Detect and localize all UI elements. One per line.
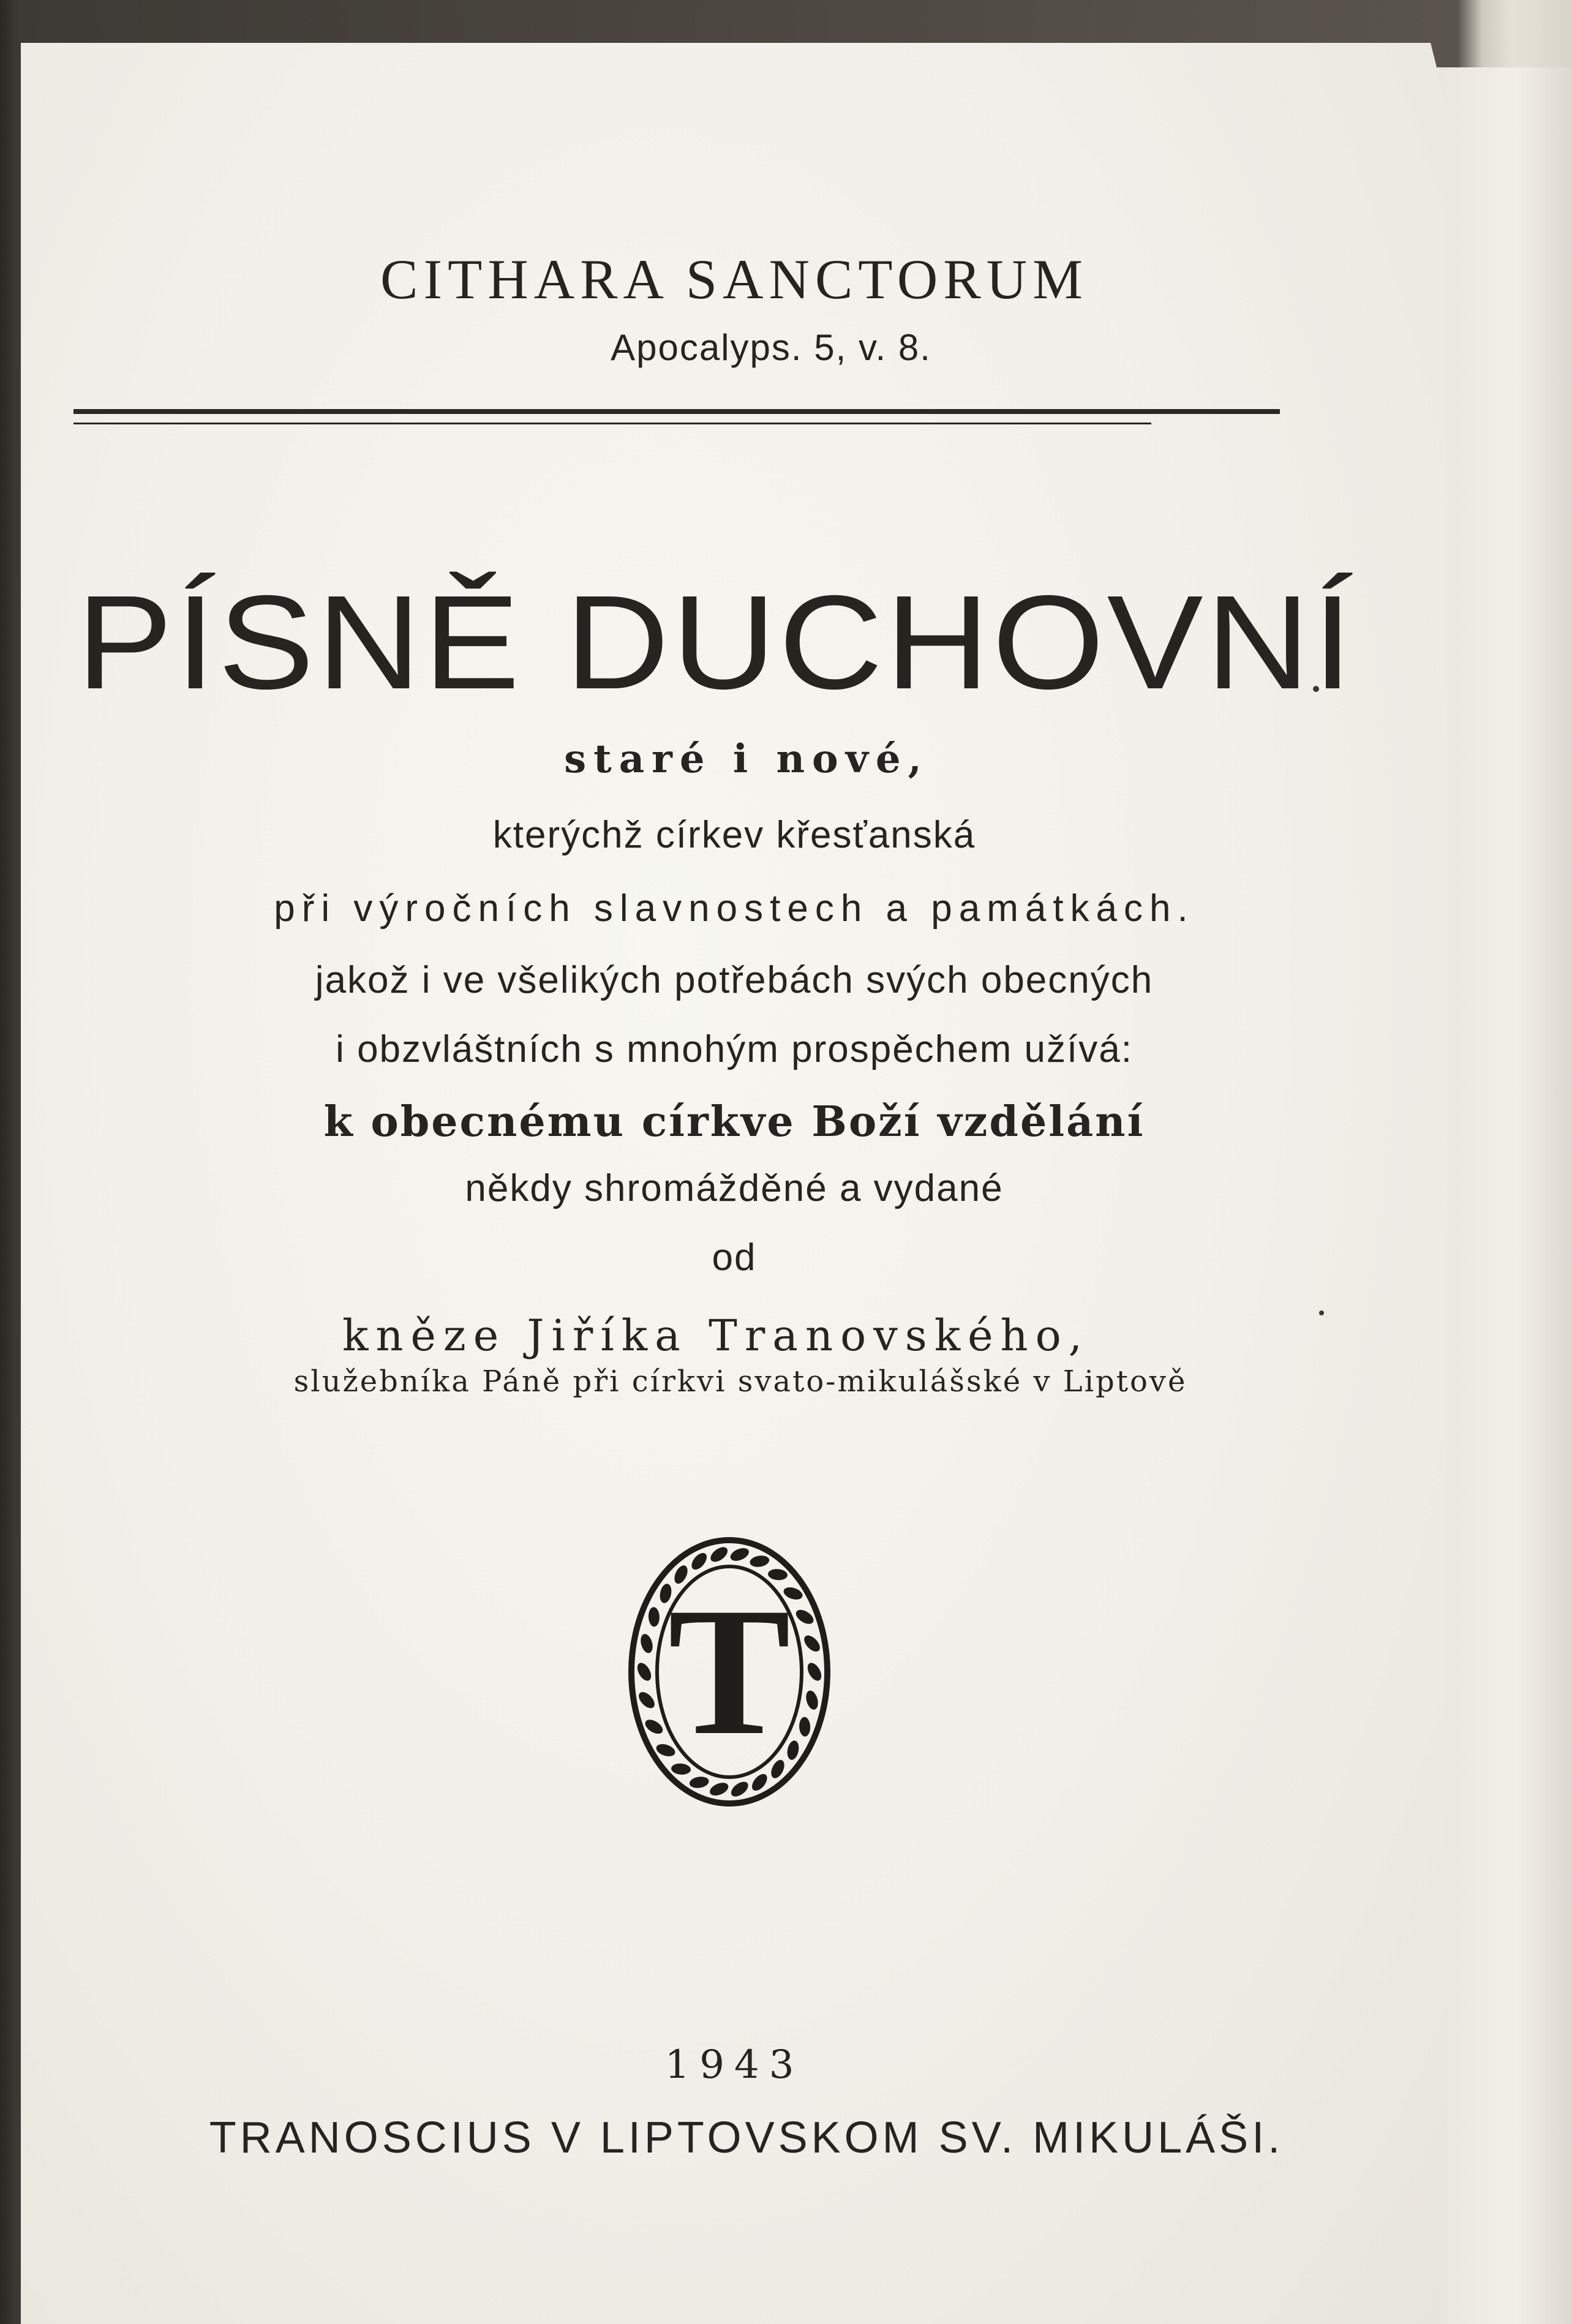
gathered-line: někdy shromážděné a vydané [21,1167,1448,1210]
emblem-letter: T [668,1570,791,1773]
description-line-4: i obzvláštních s mnohým prospěchem užívá: [21,1028,1448,1071]
laurel-leaf [639,1633,655,1655]
description-line-3: jakož i ve všelikých potřebách svých obecných [21,958,1448,1002]
laurel-leaf [708,1780,730,1798]
page-speck [1319,1311,1324,1315]
author-role: služebníka Páně při církvi svato-mikulášské v Liptově [27,1364,1454,1399]
scripture-reference: Apocalyps. 5, v. 8. [58,326,1484,369]
series-title: CITHARA SANCTORUM [21,247,1448,312]
laurel-leaf [688,1775,709,1789]
main-title: PÍSNĚ DUCHOVNÍ [0,566,1486,720]
laurel-leaf [634,1661,654,1683]
laurel-leaf [729,1779,751,1800]
underlying-page [1433,67,1572,2324]
laurel-leaf [708,1544,730,1565]
divider-rule-thin [73,423,1151,424]
emphasis-line: k obecnému církve Boží vzdělání [21,1097,1448,1146]
laurel-leaf [801,1633,822,1655]
laurel-wreath-icon [624,1531,835,1813]
laurel-leaf [749,1554,770,1568]
laurel-leaf [648,1607,660,1627]
page-speck [1313,686,1319,692]
laurel-leaf [729,1546,751,1563]
publication-year: 1943 [21,2042,1448,2088]
subtitle: staré i nové, [33,736,1460,782]
description-line-2: při výročních slavnostech a památkách. [21,887,1448,930]
laurel-leaf [636,1689,657,1711]
laurel-leaf [805,1661,824,1683]
laurel-leaf [804,1689,820,1711]
title-page [21,43,1448,2324]
from-word: od [21,1236,1448,1279]
publisher-line: TRANOSCIUS V LIPTOVSKOM SV. MIKULÁŠI. [33,2113,1460,2163]
laurel-leaf [799,1717,810,1737]
author-name: kněze Jiříka Tranovského, [2,1311,1429,1361]
divider-rule [73,409,1280,414]
description-line-1: kterýchž církev křesťanská [21,813,1448,857]
